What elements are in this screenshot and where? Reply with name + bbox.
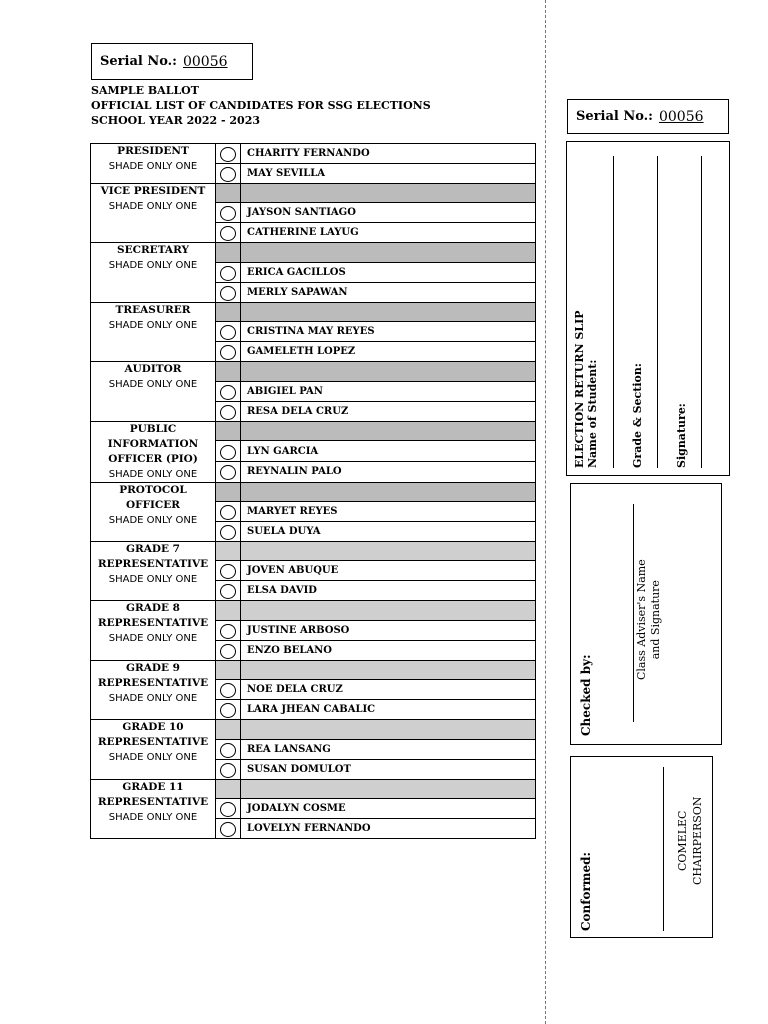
separator-row bbox=[91, 779, 536, 798]
grade-line bbox=[657, 156, 658, 468]
candidate-cell bbox=[241, 302, 536, 321]
header-line-1: SAMPLE BALLOT bbox=[91, 84, 199, 97]
header-line-3: SCHOOL YEAR 2022 - 2023 bbox=[91, 114, 261, 127]
vote-bubble[interactable] bbox=[220, 564, 236, 579]
name-label: Name of Student: bbox=[586, 359, 599, 468]
position-title: PUBLIC INFORMATION OFFICER (PIO) bbox=[107, 422, 199, 465]
candidate-cell bbox=[241, 720, 536, 739]
candidate-name: REA LANSANG bbox=[247, 743, 331, 755]
adviser-caption-line-1: Class Adviser's Name bbox=[635, 559, 648, 680]
candidate-cell bbox=[241, 144, 536, 164]
bubble-cell bbox=[216, 779, 241, 798]
adviser-caption bbox=[635, 559, 663, 680]
candidate-cell bbox=[241, 482, 536, 501]
bubble-cell bbox=[216, 620, 241, 640]
cut-line bbox=[545, 0, 546, 1024]
candidate-cell bbox=[241, 818, 536, 838]
candidate-name: JUSTINE ARBOSO bbox=[247, 624, 350, 636]
position-title: GRADE 8 REPRESENTATIVE bbox=[97, 602, 209, 630]
candidate-cell bbox=[241, 223, 536, 243]
bubble-cell bbox=[216, 243, 241, 262]
position-cell bbox=[91, 144, 216, 184]
bubble-cell bbox=[216, 462, 241, 483]
candidate-cell bbox=[241, 203, 536, 223]
position-title: PRESIDENT bbox=[117, 145, 189, 157]
ballot-header bbox=[91, 83, 431, 128]
candidate-name: MARYET REYES bbox=[247, 505, 338, 517]
candidate-cell bbox=[241, 184, 536, 203]
candidate-name: SUSAN DOMULOT bbox=[247, 763, 351, 775]
candidate-cell bbox=[241, 441, 536, 462]
bubble-cell bbox=[216, 759, 241, 779]
bubble-cell bbox=[216, 561, 241, 581]
bubble-cell bbox=[216, 421, 241, 441]
candidate-cell bbox=[241, 680, 536, 700]
candidate-cell bbox=[241, 640, 536, 660]
shade-hint: SHADE ONLY ONE bbox=[108, 319, 198, 331]
vote-bubble[interactable] bbox=[220, 763, 236, 778]
candidate-cell bbox=[241, 779, 536, 798]
candidate-name: NOE DELA CRUZ bbox=[247, 684, 343, 696]
signature-label: Signature: bbox=[675, 403, 688, 468]
position-cell bbox=[91, 421, 216, 482]
candidate-name: REYNALIN PALO bbox=[247, 466, 342, 478]
position-title: GRADE 11 REPRESENTATIVE bbox=[97, 780, 209, 808]
position-cell bbox=[91, 660, 216, 719]
chairperson-line bbox=[663, 767, 664, 931]
candidate-cell bbox=[241, 541, 536, 560]
shade-hint: SHADE ONLY ONE bbox=[108, 811, 198, 823]
slip-title: ELECTION RETURN SLIP bbox=[573, 310, 586, 468]
candidate-name: ELSA DAVID bbox=[247, 585, 317, 597]
vote-bubble[interactable] bbox=[220, 743, 236, 758]
candidate-cell bbox=[241, 262, 536, 282]
shade-hint: SHADE ONLY ONE bbox=[108, 514, 198, 526]
vote-bubble[interactable] bbox=[220, 167, 236, 182]
position-title: GRADE 7 REPRESENTATIVE bbox=[97, 542, 209, 570]
conformed-box bbox=[570, 756, 713, 938]
candidate-name: ERICA GACILLOS bbox=[247, 266, 346, 278]
vote-bubble[interactable] bbox=[220, 286, 236, 301]
candidate-cell bbox=[241, 561, 536, 581]
candidate-name: JODALYN COSME bbox=[247, 802, 346, 814]
candidate-cell bbox=[241, 798, 536, 818]
shade-hint: SHADE ONLY ONE bbox=[108, 260, 198, 272]
vote-bubble[interactable] bbox=[220, 147, 236, 162]
adviser-caption-line-2: and Signature bbox=[649, 580, 662, 660]
candidate-name: LOVELYN FERNANDO bbox=[247, 822, 371, 834]
bubble-cell bbox=[216, 700, 241, 720]
position-title: GRADE 9 REPRESENTATIVE bbox=[97, 661, 209, 689]
position-title: TREASURER bbox=[115, 303, 191, 316]
bubble-cell bbox=[216, 818, 241, 838]
position-cell bbox=[91, 184, 216, 243]
position-cell bbox=[91, 541, 216, 600]
candidate-name: JAYSON SANTIAGO bbox=[247, 207, 356, 219]
chairperson-caption-line-1: COMELEC bbox=[676, 810, 689, 871]
candidate-name: MERLY SAPAWAN bbox=[247, 286, 348, 298]
candidate-cell bbox=[241, 462, 536, 483]
chairperson-caption-line-2: CHAIRPERSON bbox=[691, 796, 704, 885]
position-title: VICE PRESIDENT bbox=[100, 185, 206, 197]
position-cell bbox=[91, 243, 216, 302]
candidate-cell bbox=[241, 620, 536, 640]
vote-bubble[interactable] bbox=[220, 683, 236, 698]
ballot-table bbox=[90, 143, 536, 839]
separator-row bbox=[91, 302, 536, 321]
bubble-cell bbox=[216, 720, 241, 739]
vote-bubble[interactable] bbox=[220, 624, 236, 639]
serial-label: Serial No.: bbox=[100, 54, 177, 69]
shade-hint: SHADE ONLY ONE bbox=[108, 379, 198, 391]
candidate-cell bbox=[241, 362, 536, 381]
vote-bubble[interactable] bbox=[220, 584, 236, 599]
shade-hint: SHADE ONLY ONE bbox=[108, 201, 198, 212]
shade-hint: SHADE ONLY ONE bbox=[108, 573, 198, 585]
candidate-name: CRISTINA MAY REYES bbox=[247, 326, 375, 338]
shade-hint: SHADE ONLY ONE bbox=[108, 161, 198, 172]
candidate-cell bbox=[241, 660, 536, 679]
candidate-cell bbox=[241, 421, 536, 441]
bubble-cell bbox=[216, 441, 241, 462]
serial-number: 00056 bbox=[658, 108, 704, 125]
separator-row bbox=[91, 243, 536, 262]
serial-box-slip bbox=[567, 99, 729, 134]
candidate-name: ENZO BELANO bbox=[247, 644, 332, 656]
candidate-name: MAY SEVILLA bbox=[247, 168, 326, 179]
position-title: SECRETARY bbox=[117, 244, 189, 257]
position-cell bbox=[91, 302, 216, 361]
candidate-cell bbox=[241, 739, 536, 759]
bubble-cell bbox=[216, 581, 241, 601]
serial-number: 00056 bbox=[182, 53, 228, 70]
vote-bubble[interactable] bbox=[220, 802, 236, 817]
bubble-cell bbox=[216, 739, 241, 759]
checked-by-box bbox=[570, 483, 722, 745]
candidate-cell bbox=[241, 342, 536, 362]
position-cell bbox=[91, 779, 216, 838]
vote-bubble[interactable] bbox=[220, 325, 236, 340]
separator-row bbox=[91, 362, 536, 381]
bubble-cell bbox=[216, 680, 241, 700]
candidate-name: ABIGIEL PAN bbox=[247, 385, 323, 397]
vote-bubble[interactable] bbox=[220, 226, 236, 241]
candidate-name: CHARITY FERNANDO bbox=[247, 148, 370, 159]
candidate-name: LARA JHEAN CABALIC bbox=[247, 704, 376, 716]
name-line bbox=[613, 156, 614, 468]
bubble-cell bbox=[216, 203, 241, 223]
vote-bubble[interactable] bbox=[220, 703, 236, 718]
bubble-cell bbox=[216, 640, 241, 660]
candidate-name: SUELA DUYA bbox=[247, 525, 321, 537]
shade-hint: SHADE ONLY ONE bbox=[108, 468, 198, 480]
candidate-cell bbox=[241, 601, 536, 620]
vote-bubble[interactable] bbox=[220, 465, 236, 480]
bubble-cell bbox=[216, 401, 241, 421]
slip-title-block bbox=[573, 311, 599, 468]
separator-row bbox=[91, 720, 536, 739]
bubble-cell bbox=[216, 381, 241, 401]
bubble-cell bbox=[216, 262, 241, 282]
chairperson-caption bbox=[675, 797, 705, 885]
serial-box-ballot bbox=[91, 43, 253, 80]
bubble-cell bbox=[216, 501, 241, 521]
bubble-cell bbox=[216, 282, 241, 302]
candidate-name: JOVEN ABUQUE bbox=[247, 565, 339, 577]
bubble-cell bbox=[216, 482, 241, 501]
shade-hint: SHADE ONLY ONE bbox=[108, 692, 198, 704]
vote-bubble[interactable] bbox=[220, 266, 236, 281]
bubble-cell bbox=[216, 322, 241, 342]
separator-row bbox=[91, 541, 536, 560]
vote-bubble[interactable] bbox=[220, 206, 236, 221]
position-title: PROTOCOL OFFICER bbox=[119, 483, 187, 511]
vote-bubble[interactable] bbox=[220, 505, 236, 520]
conformed-label: Conformed: bbox=[579, 852, 593, 931]
candidate-cell bbox=[241, 501, 536, 521]
vote-bubble[interactable] bbox=[220, 445, 236, 460]
bubble-cell bbox=[216, 601, 241, 620]
header-line-2: OFFICIAL LIST OF CANDIDATES FOR SSG ELECTIONS bbox=[91, 99, 431, 112]
candidate-cell bbox=[241, 401, 536, 421]
bubble-cell bbox=[216, 184, 241, 203]
candidate-cell bbox=[241, 759, 536, 779]
bubble-cell bbox=[216, 521, 241, 541]
position-cell bbox=[91, 720, 216, 779]
bubble-cell bbox=[216, 302, 241, 321]
separator-row bbox=[91, 660, 536, 679]
candidate-name: LYN GARCIA bbox=[247, 445, 319, 457]
bubble-cell bbox=[216, 798, 241, 818]
shade-hint: SHADE ONLY ONE bbox=[108, 752, 198, 764]
vote-bubble[interactable] bbox=[220, 822, 236, 837]
vote-bubble[interactable] bbox=[220, 385, 236, 400]
bubble-cell bbox=[216, 164, 241, 184]
candidate-name: CATHERINE LAYUG bbox=[247, 227, 359, 239]
grade-label: Grade & Section: bbox=[631, 363, 644, 468]
position-title: AUDITOR bbox=[124, 363, 182, 376]
checked-by-label: Checked by: bbox=[579, 654, 593, 736]
election-return-slip bbox=[566, 141, 730, 476]
position-cell bbox=[91, 601, 216, 660]
bubble-cell bbox=[216, 362, 241, 381]
separator-row bbox=[91, 421, 536, 441]
vote-bubble[interactable] bbox=[220, 644, 236, 659]
candidate-cell bbox=[241, 164, 536, 184]
candidate-cell bbox=[241, 700, 536, 720]
position-cell bbox=[91, 362, 216, 421]
vote-bubble[interactable] bbox=[220, 525, 236, 540]
vote-bubble[interactable] bbox=[220, 345, 236, 360]
separator-row bbox=[91, 601, 536, 620]
bubble-cell bbox=[216, 660, 241, 679]
candidate-name: RESA DELA CRUZ bbox=[247, 405, 349, 417]
separator-row bbox=[91, 184, 536, 203]
position-cell bbox=[91, 482, 216, 541]
bubble-cell bbox=[216, 144, 241, 164]
serial-label: Serial No.: bbox=[576, 109, 653, 124]
bubble-cell bbox=[216, 541, 241, 560]
candidate-cell bbox=[241, 282, 536, 302]
position-title: GRADE 10 REPRESENTATIVE bbox=[97, 721, 209, 749]
candidate-cell bbox=[241, 581, 536, 601]
candidate-row bbox=[91, 144, 536, 164]
candidate-name: GAMELETH LOPEZ bbox=[247, 346, 356, 358]
signature-line bbox=[701, 156, 702, 468]
candidate-cell bbox=[241, 322, 536, 342]
candidate-cell bbox=[241, 381, 536, 401]
bubble-cell bbox=[216, 342, 241, 362]
adviser-line bbox=[633, 504, 634, 722]
bubble-cell bbox=[216, 223, 241, 243]
candidate-cell bbox=[241, 243, 536, 262]
shade-hint: SHADE ONLY ONE bbox=[108, 633, 198, 645]
vote-bubble[interactable] bbox=[220, 405, 236, 420]
separator-row bbox=[91, 482, 536, 501]
candidate-cell bbox=[241, 521, 536, 541]
